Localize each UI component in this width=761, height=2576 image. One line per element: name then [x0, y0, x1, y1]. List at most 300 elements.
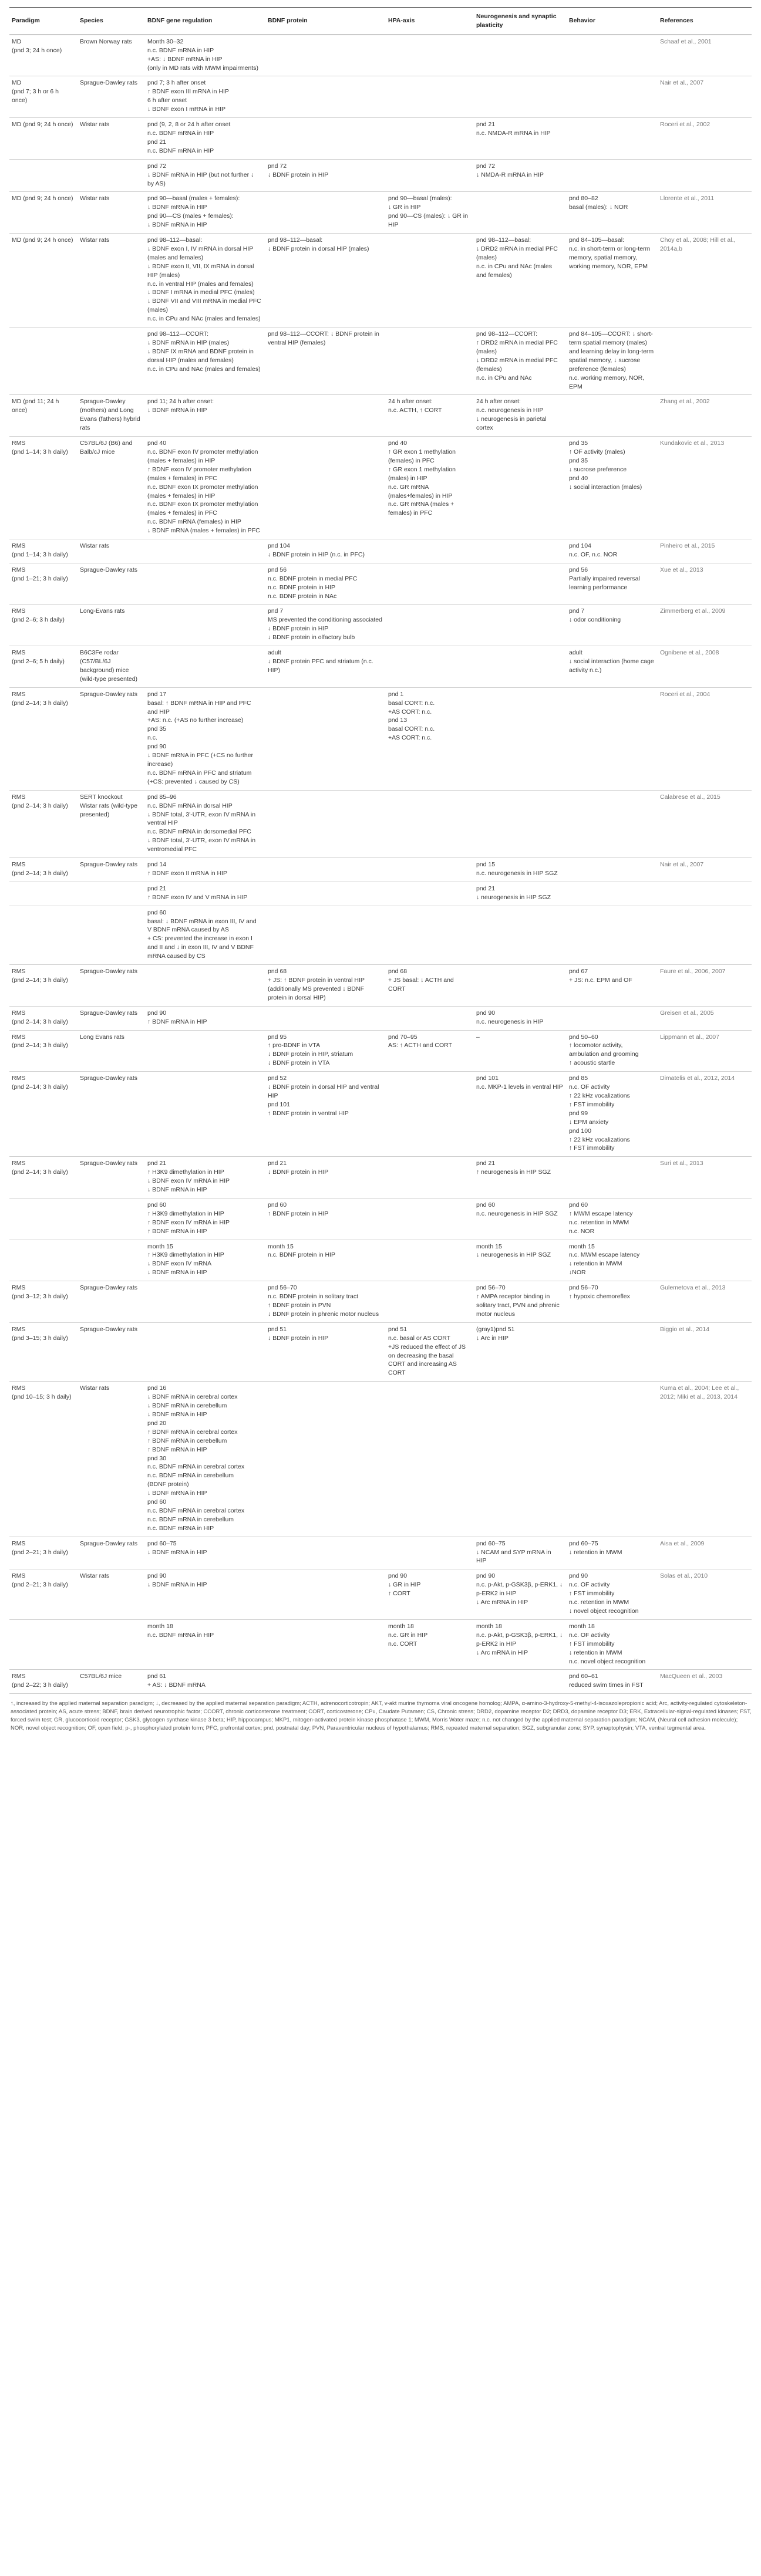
header-references: References — [658, 8, 752, 35]
cell-species: Sprague-Dawley rats — [78, 858, 145, 882]
cell-bdnf-protein: pnd 98–112—CCORT: ↓ BDNF protein in ventral HIP (females) — [265, 328, 386, 395]
table-row — [9, 1322, 752, 1381]
cell-species: Brown Norway rats — [78, 35, 145, 76]
cell-bdnf-gene: month 18 n.c. BDNF mRNA in HIP — [145, 1619, 265, 1670]
cell-hpa-axis: pnd 1 basal CORT: n.c. +AS CORT: n.c. pnd 13 basal CORT: n.c. +AS CORT: n.c. — [386, 687, 474, 790]
cell-behavior — [567, 1382, 658, 1537]
cell-neurogenesis: pnd 90 n.c. p-Akt, p-GSK3β, p-ERK1, ↓ p-ERK2 in HIP ↓ Arc mRNA in HIP — [474, 1569, 567, 1620]
cell-behavior — [567, 1006, 658, 1030]
cell-neurogenesis — [474, 687, 567, 790]
cell-hpa-axis: pnd 90—basal (males): ↓ GR in HIP pnd 90—CS (males): ↓ GR in HIP — [386, 192, 474, 234]
cell-bdnf-gene: Month 30–32 n.c. BDNF mRNA in HIP +AS: ↓ BDNF mRNA in HIP (only in MD rats with MWM impairments) — [145, 35, 265, 76]
cell-bdnf-gene: pnd 72 ↓ BDNF mRNA in HIP (but not further ↓ by AS) — [145, 159, 265, 192]
header-paradigm: Paradigm — [9, 8, 78, 35]
cell-references: Kundakovic et al., 2013 — [658, 437, 752, 539]
cell-bdnf-protein: pnd 72 ↓ BDNF protein in HIP — [265, 159, 386, 192]
table-row — [9, 1157, 752, 1198]
cell-behavior: pnd 90 n.c. OF activity ↑ FST immobility n.c. retention in MWM ↓ novel object recognition — [567, 1569, 658, 1620]
table-row — [9, 1619, 752, 1670]
cell-species: Sprague-Dawley rats — [78, 1537, 145, 1569]
cell-hpa-axis: pnd 51 n.c. basal or AS CORT +JS reduced the effect of JS on decreasing the basal CORT and increasing AS CORT — [386, 1322, 474, 1381]
cell-references: Calabrese et al., 2015 — [658, 790, 752, 857]
table-row — [9, 906, 752, 964]
cell-bdnf-protein — [265, 790, 386, 857]
header-behavior: Behavior — [567, 8, 658, 35]
header-bdnf-gene: BDNF gene regulation — [145, 8, 265, 35]
cell-references: Llorente et al., 2011 — [658, 192, 752, 234]
cell-behavior: pnd 56–70 ↑ hypoxic chemoreflex — [567, 1281, 658, 1323]
cell-species: C57BL/6J mice — [78, 1670, 145, 1694]
cell-hpa-axis — [386, 234, 474, 328]
cell-paradigm: RMS (pnd 1–14; 3 h daily) — [9, 437, 78, 539]
cell-bdnf-protein: pnd 51 ↓ BDNF protein in HIP — [265, 1322, 386, 1381]
cell-hpa-axis: pnd 40 ↑ GR exon 1 methylation (females) in PFC ↑ GR exon 1 methylation (males) in HIP n.c. GR mRNA (males+females) in HIP n.c. GR mRNA (males + females) in PFC — [386, 437, 474, 539]
cell-bdnf-gene — [145, 1322, 265, 1381]
cell-references: Roceri et al., 2002 — [658, 118, 752, 160]
cell-bdnf-gene — [145, 605, 265, 646]
cell-bdnf-protein: pnd 21 ↓ BDNF protein in HIP — [265, 1157, 386, 1198]
cell-paradigm — [9, 328, 78, 395]
cell-species: Long-Evans rats — [78, 605, 145, 646]
cell-neurogenesis: pnd 21 ↓ neurogenesis in HIP SGZ — [474, 882, 567, 906]
cell-references: Ognibene et al., 2008 — [658, 646, 752, 688]
cell-references — [658, 906, 752, 964]
cell-paradigm: MD (pnd 11; 24 h once) — [9, 395, 78, 437]
cell-behavior: pnd 85 n.c. OF activity ↑ 22 kHz vocalizations ↑ FST immobility pnd 99 ↓ EPM anxiety pnd 100 ↑ 22 kHz vocalizations ↑ FST immobility — [567, 1072, 658, 1157]
table-footnote — [9, 1700, 752, 1732]
table-row — [9, 437, 752, 539]
cell-hpa-axis: pnd 68 + JS basal: ↓ ACTH and CORT — [386, 965, 474, 1007]
cell-hpa-axis — [386, 906, 474, 964]
header-row — [9, 8, 752, 35]
cell-behavior — [567, 159, 658, 192]
table-row — [9, 1198, 752, 1240]
cell-references: Zhang et al., 2002 — [658, 395, 752, 437]
cell-paradigm: RMS (pnd 2–22; 3 h daily) — [9, 1670, 78, 1694]
cell-references — [658, 159, 752, 192]
cell-bdnf-gene: pnd 16 ↓ BDNF mRNA in cerebral cortex ↓ BDNF mRNA in cerebellum ↓ BDNF mRNA in HIP pnd 20 ↑ BDNF mRNA in cerebral cortex ↑ BDNF mRNA in cerebellum ↑ BDNF mRNA in HIP pnd 30 n.c. BDNF mRNA in cerebral cortex n.c. BDNF mRNA in cerebellum (BDNF protein) ↓ BDNF mRNA in HIP pnd 60 n.c. BDNF mRNA in cerebral cortex n.c. BDNF mRNA in cerebellum n.c. BDNF mRNA in HIP — [145, 1382, 265, 1537]
cell-neurogenesis: pnd 101 n.c. MKP-1 levels in ventral HIP — [474, 1072, 567, 1157]
cell-bdnf-gene: pnd 14 ↑ BDNF exon II mRNA in HIP — [145, 858, 265, 882]
cell-bdnf-gene — [145, 539, 265, 563]
table-row — [9, 35, 752, 76]
cell-references: MacQueen et al., 2003 — [658, 1670, 752, 1694]
cell-bdnf-gene: pnd 85–96 n.c. BDNF mRNA in dorsal HIP ↓ BDNF total, 3'-UTR, exon IV mRNA in ventral HIP n.c. BDNF mRNA in dorsomedial PFC ↓ BDNF total, 3'-UTR, exon IV mRNA in ventromedial PFC — [145, 790, 265, 857]
cell-neurogenesis: 24 h after onset: n.c. neurogenesis in HIP ↓ neurogenesis in parietal cortex — [474, 395, 567, 437]
cell-hpa-axis — [386, 563, 474, 605]
cell-paradigm — [9, 1198, 78, 1240]
cell-references: Zimmerberg et al., 2009 — [658, 605, 752, 646]
cell-species — [78, 882, 145, 906]
cell-paradigm — [9, 882, 78, 906]
cell-bdnf-protein — [265, 395, 386, 437]
cell-species: Sprague-Dawley rats — [78, 1072, 145, 1157]
cell-bdnf-protein: pnd 7 MS prevented the conditioning associated ↓ BDNF protein in HIP ↓ BDNF protein in olfactory bulb — [265, 605, 386, 646]
cell-behavior: pnd 84–105—CCORT: ↓ short-term spatial memory (males) and learning delay in long-term spatial memory, ↓ sucrose preference (females) n.c. working memory, NOR, EPM — [567, 328, 658, 395]
cell-bdnf-gene — [145, 965, 265, 1007]
cell-hpa-axis — [386, 159, 474, 192]
cell-neurogenesis — [474, 192, 567, 234]
cell-bdnf-gene: pnd 40 n.c. BDNF exon IV promoter methylation (males + females) in HIP ↑ BDNF exon IV promoter methylation (males + females) in PFC n.c. BDNF exon IX promoter methylation (males + females) in HIP n.c. BDNF exon IX promoter methylation (males + females) in PFC n.c. BDNF mRNA (females) in HIP ↓ BDNF mRNA (males + females) in PFC — [145, 437, 265, 539]
cell-bdnf-protein — [265, 76, 386, 118]
cell-species: Wistar rats — [78, 539, 145, 563]
cell-paradigm: RMS (pnd 1–21; 3 h daily) — [9, 563, 78, 605]
cell-paradigm: RMS (pnd 2–21; 3 h daily) — [9, 1569, 78, 1620]
cell-hpa-axis — [386, 1382, 474, 1537]
table-row — [9, 687, 752, 790]
cell-species: Sprague-Dawley rats — [78, 965, 145, 1007]
cell-neurogenesis — [474, 563, 567, 605]
cell-neurogenesis — [474, 790, 567, 857]
cell-species: Wistar rats — [78, 1569, 145, 1620]
cell-behavior: pnd 50–60 ↑ locomotor activity, ambulation and grooming ↑ acoustic startle — [567, 1030, 658, 1072]
table-row — [9, 118, 752, 160]
cell-bdnf-gene — [145, 1030, 265, 1072]
cell-hpa-axis — [386, 1537, 474, 1569]
data-table — [9, 7, 752, 1694]
cell-species: Wistar rats — [78, 234, 145, 328]
cell-behavior — [567, 76, 658, 118]
cell-species — [78, 906, 145, 964]
cell-neurogenesis: (gray1)pnd 51 ↓ Arc in HIP — [474, 1322, 567, 1381]
cell-bdnf-protein — [265, 437, 386, 539]
cell-bdnf-gene: pnd 11; 24 h after onset: ↓ BDNF mRNA in HIP — [145, 395, 265, 437]
cell-neurogenesis: month 18 n.c. p-Akt, p-GSK3β, p-ERK1, ↓ p-ERK2 in HIP ↓ Arc mRNA in HIP — [474, 1619, 567, 1670]
table-body — [9, 35, 752, 1693]
cell-species — [78, 159, 145, 192]
table-row — [9, 605, 752, 646]
cell-paradigm: MD (pnd 3; 24 h once) — [9, 35, 78, 76]
cell-neurogenesis: pnd 90 n.c. neurogenesis in HIP — [474, 1006, 567, 1030]
table-row — [9, 646, 752, 688]
cell-species: Wistar rats — [78, 1382, 145, 1537]
cell-hpa-axis — [386, 1240, 474, 1281]
footnote-text: ↑, increased by the applied maternal separation paradigm; ↓, decreased by the applied maternal separation paradigm; ACTH, adrenocorticotropin; AKT, v-akt murine thymoma viral oncogene homolog; AMPA, α-amino-3-hydroxy-5-methyl-4-isoxazolepropionic acid; Arc, activity-regulated cytoskeleton-associated protein; AS, acute stress; BDNF, brain derived neurotrophic factor; CCORT, chronic corticosterone treatment; CORT, corticosterone; CPu, Caudate Putamen; CS, Chronic stress; DRD2, dopamine receptor D2; DRD3, dopamine receptor D3; ERK, Extracellular-signal-regulated kinases; FST, forced swim test; GR, glucocorticoid receptor; GSK3, glycogen synthase kinase 3 beta; HIP, hippocampus; MKP1, mitogen-activated protein kinase phosphatase 1; MWM, Morris Water maze; n.c. not changed by the applied maternal separation paradigm; NCAM, (Neural cell adhesion molecule); NOR, novel object recognition; OF, open field; p-, phosphorylated protein form; PFC, prefrontal cortex; pnd, postnatal day; PVN, Paraventricular nucleus of hypothalamus; RMS, repeated maternal separation; SGZ, subgranular zone; SYP, synaptophysin; VTA, ventral tegmental area. — [11, 1700, 752, 1731]
cell-hpa-axis — [386, 882, 474, 906]
cell-bdnf-gene: pnd 90 ↑ BDNF mRNA in HIP — [145, 1006, 265, 1030]
cell-bdnf-gene: pnd 90 ↓ BDNF mRNA in HIP — [145, 1569, 265, 1620]
cell-bdnf-protein — [265, 118, 386, 160]
cell-bdnf-gene: pnd 21 ↑ H3K9 dimethylation in HIP ↓ BDNF exon IV mRNA in HIP ↓ BDNF mRNA in HIP — [145, 1157, 265, 1198]
table-row — [9, 1569, 752, 1620]
cell-references: Lippmann et al., 2007 — [658, 1030, 752, 1072]
cell-hpa-axis — [386, 605, 474, 646]
header-neurogenesis: Neurogenesis and synaptic plasticity — [474, 8, 567, 35]
cell-hpa-axis: month 18 n.c. GR in HIP n.c. CORT — [386, 1619, 474, 1670]
cell-species: Sprague-Dawley rats — [78, 1006, 145, 1030]
cell-neurogenesis: pnd 56–70 ↑ AMPA receptor binding in solitary tract, PVN and phrenic motor nucleus — [474, 1281, 567, 1323]
cell-species: Sprague-Dawley rats — [78, 76, 145, 118]
cell-paradigm — [9, 1240, 78, 1281]
table-row — [9, 1030, 752, 1072]
table-row — [9, 159, 752, 192]
cell-species: Long Evans rats — [78, 1030, 145, 1072]
table-row — [9, 965, 752, 1007]
cell-behavior: pnd 7 ↓ odor conditioning — [567, 605, 658, 646]
cell-species: Sprague-Dawley rats — [78, 563, 145, 605]
table-row — [9, 858, 752, 882]
cell-neurogenesis: pnd 21 n.c. NMDA-R mRNA in HIP — [474, 118, 567, 160]
cell-references — [658, 1240, 752, 1281]
cell-bdnf-protein: pnd 60 ↑ BDNF protein in HIP — [265, 1198, 386, 1240]
cell-species: Wistar rats — [78, 118, 145, 160]
cell-bdnf-gene: pnd 60 basal: ↓ BDNF mRNA in exon III, IV and V BDNF mRNA caused by AS + CS: prevented the increase in exon I and II and ↓ in exon III, IV and V BDNF mRNA caused by CS — [145, 906, 265, 964]
cell-paradigm — [9, 1619, 78, 1670]
cell-paradigm: MD (pnd 7; 3 h or 6 h once) — [9, 76, 78, 118]
cell-references: Nair et al., 2007 — [658, 76, 752, 118]
cell-bdnf-gene — [145, 1072, 265, 1157]
cell-bdnf-gene — [145, 563, 265, 605]
table-row — [9, 882, 752, 906]
header-bdnf-protein: BDNF protein — [265, 8, 386, 35]
cell-hpa-axis — [386, 118, 474, 160]
cell-neurogenesis — [474, 1670, 567, 1694]
cell-hpa-axis — [386, 858, 474, 882]
cell-neurogenesis — [474, 76, 567, 118]
table-row — [9, 1072, 752, 1157]
cell-paradigm: RMS (pnd 2–14; 3 h daily) — [9, 1157, 78, 1198]
cell-behavior: pnd 84–105—basal: n.c. in short-term or long-term memory, spatial memory, working memory, NOR, EPM — [567, 234, 658, 328]
cell-neurogenesis — [474, 646, 567, 688]
cell-behavior — [567, 118, 658, 160]
cell-species: Wistar rats — [78, 192, 145, 234]
cell-bdnf-gene: pnd 90—basal (males + females): ↓ BDNF mRNA in HIP pnd 90—CS (males + females): ↓ BDNF mRNA in HIP — [145, 192, 265, 234]
cell-references: Solas et al., 2010 — [658, 1569, 752, 1620]
cell-paradigm: RMS (pnd 2–14; 3 h daily) — [9, 790, 78, 857]
cell-bdnf-protein: pnd 56 n.c. BDNF protein in medial PFC n.c. BDNF protein in HIP n.c. BDNF protein in NAc — [265, 563, 386, 605]
cell-references: Kuma et al., 2004; Lee et al., 2012; Miki et al., 2013, 2014 — [658, 1382, 752, 1537]
cell-hpa-axis — [386, 539, 474, 563]
table-row — [9, 192, 752, 234]
cell-references: Gulemetova et al., 2013 — [658, 1281, 752, 1323]
cell-hpa-axis — [386, 1281, 474, 1323]
cell-references — [658, 1619, 752, 1670]
cell-behavior: pnd 60–61 reduced swim times in FST — [567, 1670, 658, 1694]
cell-bdnf-protein — [265, 1537, 386, 1569]
cell-paradigm — [9, 906, 78, 964]
cell-species: B6C3Fe rodar (C57/BL/6J background) mice (wild-type presented) — [78, 646, 145, 688]
cell-bdnf-protein — [265, 1670, 386, 1694]
cell-species: Sprague-Dawley rats — [78, 1322, 145, 1381]
cell-paradigm: RMS (pnd 2–14; 3 h daily) — [9, 1072, 78, 1157]
cell-paradigm: RMS (pnd 2–14; 3 h daily) — [9, 858, 78, 882]
cell-hpa-axis — [386, 76, 474, 118]
cell-hpa-axis — [386, 790, 474, 857]
cell-bdnf-protein — [265, 882, 386, 906]
table-row — [9, 1382, 752, 1537]
cell-bdnf-protein: pnd 68 + JS: ↑ BDNF protein in ventral HIP (additionally MS prevented ↓ BDNF protein in dorsal HIP) — [265, 965, 386, 1007]
table-row — [9, 1240, 752, 1281]
cell-behavior: pnd 56 Partially impaired reversal learning performance — [567, 563, 658, 605]
cell-references: Dimatelis et al., 2012, 2014 — [658, 1072, 752, 1157]
cell-bdnf-gene: pnd 98–112—basal: ↓ BDNF exon I, IV mRNA in dorsal HIP (males and females) ↓ BDNF exon II, VII, IX mRNA in dorsal HIP (males) n.c. in ventral HIP (males and females) ↓ BDNF I mRNA in medial PFC (males) ↓ BDNF VII and VIII mRNA in medial PFC (males) n.c. in CPu and NAc (males and females) — [145, 234, 265, 328]
cell-hpa-axis — [386, 1072, 474, 1157]
cell-bdnf-gene: pnd 17 basal: ↑ BDNF mRNA in HIP and PFC and HIP +AS: n.c. (+AS no further increase) pnd 35 n.c. pnd 90 ↓ BDNF mRNA in PFC (+CS no further increase) n.c. BDNF mRNA in PFC and striatum (+CS: prevented ↓ caused by CS) — [145, 687, 265, 790]
table-row — [9, 395, 752, 437]
cell-paradigm: RMS (pnd 2–21; 3 h daily) — [9, 1537, 78, 1569]
cell-species: Sprague-Dawley rats — [78, 687, 145, 790]
cell-paradigm: MD (pnd 9; 24 h once) — [9, 234, 78, 328]
cell-references: Xue et al., 2013 — [658, 563, 752, 605]
cell-neurogenesis — [474, 539, 567, 563]
cell-neurogenesis: pnd 98–112—CCORT: ↑ DRD2 mRNA in medial PFC (males) ↓ DRD2 mRNA in medial PFC (females) n.c. in CPu and NAc — [474, 328, 567, 395]
cell-bdnf-gene: pnd 21 ↑ BDNF exon IV and V mRNA in HIP — [145, 882, 265, 906]
cell-behavior: pnd 60 ↑ MWM escape latency n.c. retention in MWM n.c. NOR — [567, 1198, 658, 1240]
cell-paradigm: RMS (pnd 3–12; 3 h daily) — [9, 1281, 78, 1323]
cell-references: Suri et al., 2013 — [658, 1157, 752, 1198]
cell-hpa-axis — [386, 1670, 474, 1694]
cell-bdnf-protein: pnd 56–70 n.c. BDNF protein in solitary tract ↑ BDNF protein in PVN ↓ BDNF protein in phrenic motor nucleus — [265, 1281, 386, 1323]
cell-hpa-axis: pnd 70–95 AS: ↑ ACTH and CORT — [386, 1030, 474, 1072]
header-hpa-axis: HPA-axis — [386, 8, 474, 35]
cell-behavior: pnd 80–82 basal (males): ↓ NOR — [567, 192, 658, 234]
cell-hpa-axis: pnd 90 ↓ GR in HIP ↑ CORT — [386, 1569, 474, 1620]
cell-neurogenesis: – — [474, 1030, 567, 1072]
cell-hpa-axis: 24 h after onset: n.c. ACTH, ↑ CORT — [386, 395, 474, 437]
cell-neurogenesis: month 15 ↓ neurogenesis in HIP SGZ — [474, 1240, 567, 1281]
cell-bdnf-gene — [145, 1281, 265, 1323]
cell-neurogenesis — [474, 1382, 567, 1537]
cell-behavior — [567, 882, 658, 906]
cell-behavior — [567, 1157, 658, 1198]
cell-neurogenesis — [474, 906, 567, 964]
cell-behavior: month 15 n.c. MWM escape latency ↓ retention in MWM ↓NOR — [567, 1240, 658, 1281]
cell-references: Nair et al., 2007 — [658, 858, 752, 882]
cell-species: Sprague-Dawley rats — [78, 1157, 145, 1198]
cell-bdnf-protein — [265, 192, 386, 234]
cell-paradigm: RMS (pnd 2–14; 3 h daily) — [9, 965, 78, 1007]
cell-references — [658, 882, 752, 906]
cell-species — [78, 328, 145, 395]
cell-behavior — [567, 35, 658, 76]
cell-neurogenesis: pnd 98–112—basal: ↓ DRD2 mRNA in medial PFC (males) n.c. in CPu and NAc (males and females) — [474, 234, 567, 328]
cell-behavior: month 18 n.c. OF activity ↑ FST immobility ↓ retention in MWM n.c. novel object recognition — [567, 1619, 658, 1670]
cell-species: SERT knockout Wistar rats (wild-type presented) — [78, 790, 145, 857]
table-row — [9, 1670, 752, 1694]
cell-hpa-axis — [386, 646, 474, 688]
cell-species — [78, 1619, 145, 1670]
table-row — [9, 790, 752, 857]
cell-neurogenesis: pnd 72 ↓ NMDA-R mRNA in HIP — [474, 159, 567, 192]
cell-bdnf-protein: pnd 104 ↓ BDNF protein in HIP (n.c. in PFC) — [265, 539, 386, 563]
cell-species — [78, 1240, 145, 1281]
cell-bdnf-protein — [265, 858, 386, 882]
cell-neurogenesis: pnd 60–75 ↓ NCAM and SYP mRNA in HIP — [474, 1537, 567, 1569]
cell-neurogenesis — [474, 605, 567, 646]
cell-behavior: adult ↓ social interaction (home cage activity n.c.) — [567, 646, 658, 688]
table-row — [9, 1537, 752, 1569]
cell-paradigm: RMS (pnd 2–6; 3 h daily) — [9, 605, 78, 646]
cell-hpa-axis — [386, 328, 474, 395]
cell-hpa-axis — [386, 1157, 474, 1198]
cell-paradigm — [9, 159, 78, 192]
cell-references: Aisa et al., 2009 — [658, 1537, 752, 1569]
cell-bdnf-protein: adult ↓ BDNF protein PFC and striatum (n.c. HIP) — [265, 646, 386, 688]
table-row — [9, 76, 752, 118]
cell-references: Choy et al., 2008; Hill et al., 2014a,b — [658, 234, 752, 328]
cell-behavior: pnd 35 ↑ OF activity (males) pnd 35 ↓ sucrose preference pnd 40 ↓ social interaction (males) — [567, 437, 658, 539]
cell-hpa-axis — [386, 35, 474, 76]
cell-bdnf-protein — [265, 35, 386, 76]
cell-references: Roceri et al., 2004 — [658, 687, 752, 790]
cell-references: Greisen et al., 2005 — [658, 1006, 752, 1030]
table-row — [9, 1281, 752, 1323]
cell-neurogenesis — [474, 965, 567, 1007]
cell-neurogenesis: pnd 60 n.c. neurogenesis in HIP SGZ — [474, 1198, 567, 1240]
cell-behavior — [567, 906, 658, 964]
cell-neurogenesis — [474, 437, 567, 539]
table-row — [9, 328, 752, 395]
cell-bdnf-gene: pnd (9, 2, 8 or 24 h after onset n.c. BDNF mRNA in HIP pnd 21 n.c. BDNF mRNA in HIP — [145, 118, 265, 160]
cell-bdnf-protein — [265, 1619, 386, 1670]
cell-bdnf-protein — [265, 1006, 386, 1030]
cell-behavior: pnd 104 n.c. OF, n.c. NOR — [567, 539, 658, 563]
cell-paradigm: RMS (pnd 3–15; 3 h daily) — [9, 1322, 78, 1381]
cell-bdnf-protein — [265, 1382, 386, 1537]
cell-references: Schaaf et al., 2001 — [658, 35, 752, 76]
cell-behavior — [567, 395, 658, 437]
cell-references — [658, 1198, 752, 1240]
cell-bdnf-gene: pnd 61 + AS: ↓ BDNF mRNA — [145, 1670, 265, 1694]
cell-references — [658, 328, 752, 395]
cell-behavior — [567, 687, 658, 790]
cell-bdnf-protein — [265, 1569, 386, 1620]
cell-paradigm: RMS (pnd 1–14; 3 h daily) — [9, 539, 78, 563]
cell-neurogenesis — [474, 35, 567, 76]
cell-references: Pinheiro et al., 2015 — [658, 539, 752, 563]
table-row — [9, 234, 752, 328]
cell-bdnf-protein: pnd 98–112—basal: ↓ BDNF protein in dorsal HIP (males) — [265, 234, 386, 328]
cell-bdnf-protein: pnd 52 ↓ BDNF protein in dorsal HIP and ventral HIP pnd 101 ↑ BDNF protein in ventral HIP — [265, 1072, 386, 1157]
cell-species — [78, 1198, 145, 1240]
cell-references: Biggio et al., 2014 — [658, 1322, 752, 1381]
cell-paradigm: MD (pnd 9; 24 h once) — [9, 192, 78, 234]
cell-paradigm: RMS (pnd 2–14; 3 h daily) — [9, 1030, 78, 1072]
cell-bdnf-gene: pnd 98–112—CCORT: ↓ BDNF mRNA in HIP (males) ↓ BDNF IX mRNA and BDNF protein in dorsal HIP (males and females) n.c. in CPu and NAc (males and females) — [145, 328, 265, 395]
cell-behavior: pnd 60–75 ↓ retention in MWM — [567, 1537, 658, 1569]
cell-bdnf-gene: pnd 7; 3 h after onset ↑ BDNF exon III mRNA in HIP 6 h after onset ↓ BDNF exon I mRNA in HIP — [145, 76, 265, 118]
cell-paradigm: RMS (pnd 10–15; 3 h daily) — [9, 1382, 78, 1537]
cell-species: C57BL/6J (B6) and Balb/cJ mice — [78, 437, 145, 539]
cell-species: Sprague-Dawley rats — [78, 1281, 145, 1323]
cell-neurogenesis: pnd 21 ↑ neurogenesis in HIP SGZ — [474, 1157, 567, 1198]
header-species: Species — [78, 8, 145, 35]
cell-paradigm: RMS (pnd 2–14; 3 h daily) — [9, 1006, 78, 1030]
cell-bdnf-protein: month 15 n.c. BDNF protein in HIP — [265, 1240, 386, 1281]
cell-paradigm: RMS (pnd 2–14; 3 h daily) — [9, 687, 78, 790]
cell-behavior — [567, 790, 658, 857]
cell-bdnf-protein — [265, 687, 386, 790]
cell-bdnf-gene — [145, 646, 265, 688]
cell-species: Sprague-Dawley (mothers) and Long Evans (fathers) hybrid rats — [78, 395, 145, 437]
cell-hpa-axis — [386, 1198, 474, 1240]
cell-behavior — [567, 858, 658, 882]
cell-bdnf-gene: month 15 ↑ H3K9 dimethylation in HIP ↓ BDNF exon IV mRNA ↓ BDNF mRNA in HIP — [145, 1240, 265, 1281]
cell-neurogenesis: pnd 15 n.c. neurogenesis in HIP SGZ — [474, 858, 567, 882]
cell-paradigm: RMS (pnd 2–6; 5 h daily) — [9, 646, 78, 688]
table-container — [9, 7, 752, 1732]
cell-behavior — [567, 1322, 658, 1381]
cell-behavior: pnd 67 + JS: n.c. EPM and OF — [567, 965, 658, 1007]
table-row — [9, 1006, 752, 1030]
cell-paradigm: MD (pnd 9; 24 h once) — [9, 118, 78, 160]
cell-bdnf-protein: pnd 95 ↑ pro-BDNF in VTA ↓ BDNF protein in HIP, striatum ↓ BDNF protein in VTA — [265, 1030, 386, 1072]
cell-bdnf-gene: pnd 60 ↑ H3K9 dimethylation in HIP ↑ BDNF exon IV mRNA in HIP ↑ BDNF mRNA in HIP — [145, 1198, 265, 1240]
cell-bdnf-protein — [265, 906, 386, 964]
cell-hpa-axis — [386, 1006, 474, 1030]
cell-references: Faure et al., 2006, 2007 — [658, 965, 752, 1007]
table-row — [9, 539, 752, 563]
